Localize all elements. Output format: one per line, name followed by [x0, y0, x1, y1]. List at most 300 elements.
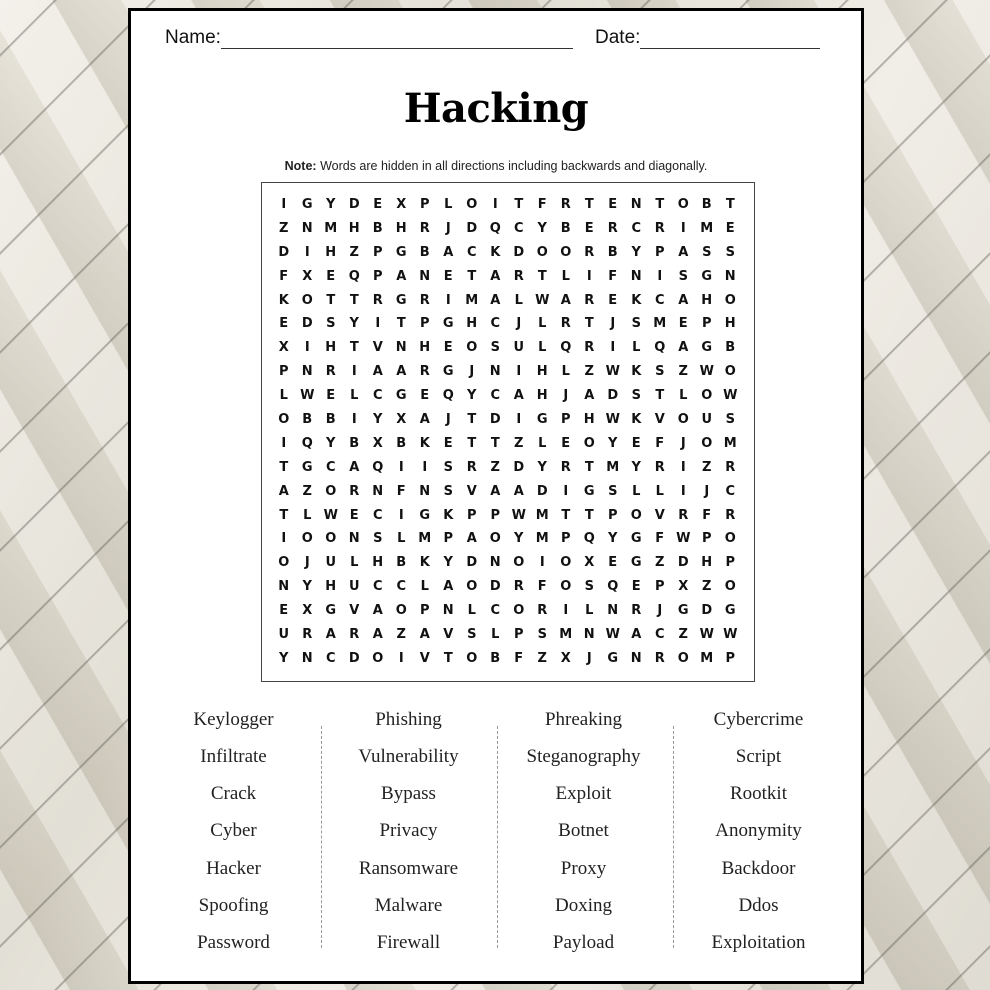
- grid-cell[interactable]: X: [278, 340, 289, 356]
- grid-cell[interactable]: P: [443, 531, 454, 547]
- grid-cell[interactable]: R: [725, 507, 736, 523]
- grid-cell[interactable]: O: [724, 579, 736, 595]
- grid-cell[interactable]: T: [584, 507, 594, 523]
- grid-cell[interactable]: L: [420, 579, 429, 595]
- grid-cell[interactable]: A: [372, 603, 383, 619]
- grid-cell[interactable]: X: [372, 435, 383, 451]
- grid-cell[interactable]: D: [348, 650, 360, 666]
- grid-cell[interactable]: I: [281, 435, 287, 451]
- grid-cell[interactable]: Y: [443, 555, 453, 571]
- grid-cell[interactable]: R: [607, 220, 618, 236]
- grid-cell[interactable]: E: [584, 220, 594, 236]
- grid-cell[interactable]: K: [631, 412, 642, 428]
- grid-cell[interactable]: M: [535, 531, 549, 547]
- grid-cell[interactable]: Y: [631, 459, 641, 475]
- grid-cell[interactable]: V: [654, 412, 665, 428]
- grid-cell[interactable]: I: [351, 364, 357, 380]
- grid-cell[interactable]: X: [302, 603, 313, 619]
- grid-cell[interactable]: Y: [326, 435, 336, 451]
- grid-cell[interactable]: W: [723, 627, 738, 643]
- grid-cell[interactable]: T: [326, 292, 336, 308]
- grid-cell[interactable]: F: [537, 579, 547, 595]
- grid-cell[interactable]: S: [678, 268, 688, 284]
- grid-cell[interactable]: B: [490, 650, 501, 666]
- grid-cell[interactable]: Z: [702, 459, 712, 475]
- grid-cell[interactable]: Y: [514, 531, 524, 547]
- grid-cell[interactable]: C: [725, 483, 736, 499]
- grid-cell[interactable]: P: [725, 650, 736, 666]
- grid-cell[interactable]: Y: [302, 579, 312, 595]
- grid-cell[interactable]: I: [610, 340, 616, 356]
- grid-cell[interactable]: Y: [608, 435, 618, 451]
- grid-cell[interactable]: W: [323, 507, 338, 523]
- grid-cell[interactable]: O: [701, 388, 713, 404]
- grid-cell[interactable]: A: [443, 579, 454, 595]
- grid-cell[interactable]: T: [467, 412, 477, 428]
- grid-cell[interactable]: G: [701, 340, 713, 356]
- grid-cell[interactable]: L: [514, 292, 523, 308]
- grid-cell[interactable]: R: [584, 340, 595, 356]
- grid-cell[interactable]: Z: [349, 244, 359, 260]
- grid-cell[interactable]: E: [349, 507, 359, 523]
- grid-cell[interactable]: K: [631, 292, 642, 308]
- grid-cell[interactable]: A: [396, 364, 407, 380]
- grid-cell[interactable]: L: [561, 364, 570, 380]
- grid-cell[interactable]: Z: [279, 220, 289, 236]
- grid-cell[interactable]: S: [373, 531, 383, 547]
- grid-cell[interactable]: T: [561, 507, 571, 523]
- grid-cell[interactable]: O: [560, 244, 572, 260]
- grid-cell[interactable]: I: [398, 459, 404, 475]
- grid-cell[interactable]: W: [605, 412, 620, 428]
- grid-cell[interactable]: R: [584, 292, 595, 308]
- grid-cell[interactable]: Q: [489, 220, 501, 236]
- grid-cell[interactable]: Z: [490, 459, 500, 475]
- grid-cell[interactable]: A: [513, 483, 524, 499]
- grid-cell[interactable]: L: [350, 388, 359, 404]
- grid-cell[interactable]: D: [466, 220, 478, 236]
- grid-cell[interactable]: C: [513, 220, 524, 236]
- grid-cell[interactable]: W: [511, 507, 526, 523]
- grid-cell[interactable]: A: [396, 268, 407, 284]
- grid-cell[interactable]: A: [678, 292, 689, 308]
- grid-cell[interactable]: J: [469, 364, 475, 380]
- grid-cell[interactable]: O: [677, 650, 689, 666]
- grid-cell[interactable]: L: [350, 555, 359, 571]
- grid-cell[interactable]: Z: [584, 364, 594, 380]
- grid-cell[interactable]: A: [584, 388, 595, 404]
- grid-cell[interactable]: A: [631, 627, 642, 643]
- grid-cell[interactable]: A: [325, 627, 336, 643]
- grid-cell[interactable]: P: [560, 412, 571, 428]
- grid-cell[interactable]: S: [608, 483, 618, 499]
- grid-cell[interactable]: O: [536, 244, 548, 260]
- grid-cell[interactable]: H: [536, 364, 548, 380]
- grid-cell[interactable]: H: [701, 292, 713, 308]
- grid-cell[interactable]: R: [537, 603, 548, 619]
- grid-cell[interactable]: E: [631, 579, 641, 595]
- grid-cell[interactable]: G: [301, 459, 313, 475]
- grid-cell[interactable]: H: [348, 220, 360, 236]
- name-field[interactable]: [165, 27, 573, 49]
- grid-cell[interactable]: R: [302, 627, 313, 643]
- grid-cell[interactable]: B: [302, 412, 313, 428]
- grid-cell[interactable]: J: [586, 650, 592, 666]
- grid-cell[interactable]: C: [631, 220, 642, 236]
- grid-cell[interactable]: M: [700, 650, 714, 666]
- grid-cell[interactable]: L: [279, 388, 288, 404]
- grid-cell[interactable]: G: [395, 388, 407, 404]
- grid-cell[interactable]: L: [303, 507, 312, 523]
- grid-cell[interactable]: I: [516, 364, 522, 380]
- grid-cell[interactable]: E: [561, 435, 571, 451]
- grid-cell[interactable]: Y: [631, 244, 641, 260]
- grid-cell[interactable]: U: [278, 627, 290, 643]
- grid-cell[interactable]: A: [513, 388, 524, 404]
- grid-cell[interactable]: D: [489, 412, 501, 428]
- grid-cell[interactable]: J: [680, 435, 686, 451]
- grid-cell[interactable]: R: [419, 364, 430, 380]
- grid-cell[interactable]: S: [537, 627, 547, 643]
- grid-cell[interactable]: D: [348, 197, 360, 212]
- grid-cell[interactable]: E: [631, 435, 641, 451]
- grid-cell[interactable]: C: [396, 579, 407, 595]
- grid-cell[interactable]: O: [325, 531, 337, 547]
- grid-cell[interactable]: S: [631, 388, 641, 404]
- grid-cell[interactable]: V: [419, 650, 430, 666]
- grid-cell[interactable]: S: [443, 459, 453, 475]
- grid-cell[interactable]: R: [560, 197, 571, 212]
- grid-cell[interactable]: H: [724, 316, 736, 332]
- grid-cell[interactable]: L: [491, 627, 500, 643]
- grid-cell[interactable]: S: [702, 244, 712, 260]
- grid-cell[interactable]: U: [325, 555, 337, 571]
- grid-cell[interactable]: E: [608, 292, 618, 308]
- grid-cell[interactable]: G: [607, 650, 619, 666]
- grid-cell[interactable]: O: [395, 603, 407, 619]
- grid-cell[interactable]: T: [349, 292, 359, 308]
- grid-cell[interactable]: E: [326, 388, 336, 404]
- grid-cell[interactable]: W: [676, 531, 691, 547]
- grid-cell[interactable]: R: [560, 316, 571, 332]
- grid-cell[interactable]: O: [560, 579, 572, 595]
- grid-cell[interactable]: R: [513, 268, 524, 284]
- grid-cell[interactable]: O: [724, 531, 736, 547]
- grid-cell[interactable]: R: [584, 244, 595, 260]
- grid-cell[interactable]: M: [653, 316, 667, 332]
- grid-cell[interactable]: H: [372, 555, 384, 571]
- grid-cell[interactable]: P: [654, 244, 665, 260]
- grid-cell[interactable]: H: [583, 412, 595, 428]
- grid-cell[interactable]: N: [442, 603, 454, 619]
- grid-cell[interactable]: D: [607, 388, 619, 404]
- grid-cell[interactable]: R: [372, 292, 383, 308]
- grid-cell[interactable]: I: [492, 197, 498, 212]
- grid-cell[interactable]: M: [418, 531, 432, 547]
- grid-cell[interactable]: E: [279, 316, 289, 332]
- grid-cell[interactable]: O: [466, 197, 478, 212]
- grid-cell[interactable]: P: [607, 507, 618, 523]
- grid-cell[interactable]: C: [654, 292, 665, 308]
- grid-cell[interactable]: M: [606, 459, 620, 475]
- grid-cell[interactable]: B: [725, 340, 736, 356]
- grid-cell[interactable]: O: [724, 292, 736, 308]
- grid-cell[interactable]: X: [396, 197, 407, 212]
- grid-cell[interactable]: O: [724, 364, 736, 380]
- grid-cell[interactable]: F: [655, 531, 665, 547]
- grid-cell[interactable]: I: [351, 412, 357, 428]
- grid-cell[interactable]: X: [302, 268, 313, 284]
- grid-cell[interactable]: R: [349, 627, 360, 643]
- grid-cell[interactable]: G: [395, 292, 407, 308]
- grid-cell[interactable]: N: [630, 268, 642, 284]
- grid-cell[interactable]: V: [372, 340, 383, 356]
- grid-cell[interactable]: I: [539, 555, 545, 571]
- grid-cell[interactable]: O: [466, 340, 478, 356]
- grid-cell[interactable]: G: [630, 555, 642, 571]
- grid-cell[interactable]: L: [632, 483, 641, 499]
- grid-cell[interactable]: P: [701, 531, 712, 547]
- grid-cell[interactable]: U: [348, 579, 360, 595]
- grid-cell[interactable]: I: [563, 603, 569, 619]
- grid-cell[interactable]: I: [445, 292, 451, 308]
- grid-cell[interactable]: L: [538, 316, 547, 332]
- grid-cell[interactable]: R: [325, 364, 336, 380]
- grid-cell[interactable]: H: [325, 579, 337, 595]
- grid-cell[interactable]: T: [443, 650, 453, 666]
- grid-cell[interactable]: A: [443, 244, 454, 260]
- grid-cell[interactable]: X: [678, 579, 689, 595]
- grid-cell[interactable]: P: [725, 555, 736, 571]
- grid-cell[interactable]: T: [655, 388, 665, 404]
- grid-cell[interactable]: N: [607, 603, 619, 619]
- grid-cell[interactable]: U: [701, 412, 713, 428]
- grid-cell[interactable]: A: [419, 627, 430, 643]
- grid-cell[interactable]: N: [419, 268, 431, 284]
- grid-cell[interactable]: D: [513, 244, 525, 260]
- grid-cell[interactable]: E: [608, 197, 618, 212]
- grid-cell[interactable]: H: [536, 388, 548, 404]
- grid-cell[interactable]: G: [630, 531, 642, 547]
- grid-cell[interactable]: Z: [302, 483, 312, 499]
- grid-cell[interactable]: O: [630, 507, 642, 523]
- grid-cell[interactable]: K: [631, 364, 642, 380]
- grid-cell[interactable]: O: [489, 531, 501, 547]
- grid-cell[interactable]: M: [723, 435, 737, 451]
- grid-cell[interactable]: N: [724, 268, 736, 284]
- grid-cell[interactable]: I: [516, 412, 522, 428]
- grid-cell[interactable]: H: [325, 340, 337, 356]
- grid-cell[interactable]: W: [723, 388, 738, 404]
- grid-cell[interactable]: D: [701, 603, 713, 619]
- grid-cell[interactable]: I: [304, 244, 310, 260]
- grid-cell[interactable]: P: [419, 603, 430, 619]
- grid-cell[interactable]: B: [396, 555, 407, 571]
- grid-cell[interactable]: D: [278, 244, 290, 260]
- grid-cell[interactable]: Z: [678, 627, 688, 643]
- grid-cell[interactable]: E: [443, 435, 453, 451]
- grid-cell[interactable]: B: [701, 197, 712, 212]
- grid-cell[interactable]: O: [513, 603, 525, 619]
- grid-cell[interactable]: I: [398, 507, 404, 523]
- grid-cell[interactable]: I: [563, 483, 569, 499]
- grid-cell[interactable]: E: [279, 603, 289, 619]
- grid-cell[interactable]: R: [631, 603, 642, 619]
- grid-cell[interactable]: C: [490, 603, 501, 619]
- grid-cell[interactable]: O: [301, 292, 313, 308]
- grid-cell[interactable]: L: [679, 388, 688, 404]
- grid-cell[interactable]: O: [278, 412, 290, 428]
- grid-cell[interactable]: I: [304, 340, 310, 356]
- grid-cell[interactable]: R: [419, 292, 430, 308]
- grid-cell[interactable]: Y: [537, 459, 547, 475]
- grid-cell[interactable]: E: [420, 388, 430, 404]
- grid-cell[interactable]: C: [466, 244, 477, 260]
- grid-cell[interactable]: O: [677, 412, 689, 428]
- grid-cell[interactable]: B: [349, 435, 360, 451]
- grid-cell[interactable]: N: [348, 531, 360, 547]
- grid-cell[interactable]: X: [584, 555, 595, 571]
- grid-cell[interactable]: G: [442, 364, 454, 380]
- grid-cell[interactable]: N: [630, 650, 642, 666]
- grid-cell[interactable]: V: [466, 483, 477, 499]
- grid-cell[interactable]: Z: [396, 627, 406, 643]
- grid-cell[interactable]: J: [516, 316, 522, 332]
- grid-cell[interactable]: W: [699, 364, 714, 380]
- grid-cell[interactable]: F: [514, 650, 524, 666]
- grid-cell[interactable]: H: [466, 316, 478, 332]
- grid-cell[interactable]: O: [278, 555, 290, 571]
- grid-cell[interactable]: R: [466, 459, 477, 475]
- grid-cell[interactable]: A: [490, 292, 501, 308]
- grid-cell[interactable]: I: [680, 459, 686, 475]
- grid-cell[interactable]: J: [304, 555, 310, 571]
- grid-cell[interactable]: S: [725, 244, 735, 260]
- grid-cell[interactable]: T: [279, 507, 289, 523]
- grid-cell[interactable]: S: [443, 483, 453, 499]
- grid-cell[interactable]: Y: [467, 388, 477, 404]
- grid-cell[interactable]: O: [513, 555, 525, 571]
- grid-cell[interactable]: P: [513, 627, 524, 643]
- grid-cell[interactable]: V: [443, 627, 454, 643]
- date-blank-line[interactable]: [640, 30, 820, 49]
- grid-cell[interactable]: S: [725, 412, 735, 428]
- grid-cell[interactable]: K: [419, 555, 430, 571]
- grid-cell[interactable]: N: [301, 220, 313, 236]
- grid-cell[interactable]: A: [678, 340, 689, 356]
- grid-cell[interactable]: H: [419, 340, 431, 356]
- grid-cell[interactable]: O: [372, 650, 384, 666]
- grid-cell[interactable]: R: [419, 220, 430, 236]
- grid-cell[interactable]: A: [466, 531, 477, 547]
- grid-cell[interactable]: M: [535, 507, 549, 523]
- grid-cell[interactable]: N: [301, 364, 313, 380]
- grid-cell[interactable]: N: [372, 483, 384, 499]
- grid-cell[interactable]: A: [560, 292, 571, 308]
- grid-cell[interactable]: Y: [608, 531, 618, 547]
- grid-cell[interactable]: R: [654, 220, 665, 236]
- grid-cell[interactable]: Z: [702, 579, 712, 595]
- grid-cell[interactable]: O: [301, 531, 313, 547]
- grid-cell[interactable]: W: [300, 388, 315, 404]
- grid-cell[interactable]: J: [704, 483, 710, 499]
- grid-cell[interactable]: D: [301, 316, 313, 332]
- grid-cell[interactable]: A: [278, 483, 289, 499]
- grid-cell[interactable]: F: [537, 197, 547, 212]
- grid-cell[interactable]: E: [443, 268, 453, 284]
- grid-cell[interactable]: G: [536, 412, 548, 428]
- grid-cell[interactable]: Q: [442, 388, 454, 404]
- grid-cell[interactable]: I: [422, 459, 428, 475]
- grid-cell[interactable]: T: [279, 459, 289, 475]
- grid-cell[interactable]: L: [538, 435, 547, 451]
- grid-cell[interactable]: E: [725, 220, 735, 236]
- grid-cell[interactable]: I: [398, 650, 404, 666]
- grid-cell[interactable]: R: [654, 650, 665, 666]
- grid-cell[interactable]: A: [372, 627, 383, 643]
- grid-cell[interactable]: S: [655, 364, 665, 380]
- grid-cell[interactable]: G: [677, 603, 689, 619]
- grid-cell[interactable]: S: [490, 340, 500, 356]
- grid-cell[interactable]: L: [561, 268, 570, 284]
- grid-cell[interactable]: K: [419, 435, 430, 451]
- grid-cell[interactable]: V: [349, 603, 360, 619]
- grid-cell[interactable]: W: [605, 627, 620, 643]
- grid-cell[interactable]: F: [396, 483, 406, 499]
- grid-cell[interactable]: P: [654, 579, 665, 595]
- grid-cell[interactable]: T: [655, 197, 665, 212]
- grid-cell[interactable]: Z: [655, 555, 665, 571]
- grid-cell[interactable]: T: [725, 197, 735, 212]
- grid-cell[interactable]: S: [326, 316, 336, 332]
- grid-cell[interactable]: O: [325, 483, 337, 499]
- grid-cell[interactable]: C: [490, 388, 501, 404]
- grid-cell[interactable]: N: [630, 197, 642, 212]
- grid-cell[interactable]: B: [607, 244, 618, 260]
- grid-cell[interactable]: N: [301, 650, 313, 666]
- grid-cell[interactable]: P: [278, 364, 289, 380]
- grid-cell[interactable]: A: [372, 364, 383, 380]
- grid-cell[interactable]: T: [514, 197, 524, 212]
- grid-cell[interactable]: B: [419, 244, 430, 260]
- grid-cell[interactable]: R: [560, 459, 571, 475]
- grid-cell[interactable]: R: [678, 507, 689, 523]
- grid-cell[interactable]: R: [349, 483, 360, 499]
- grid-cell[interactable]: N: [489, 364, 501, 380]
- grid-cell[interactable]: V: [654, 507, 665, 523]
- grid-cell[interactable]: G: [301, 197, 313, 212]
- grid-cell[interactable]: N: [583, 627, 595, 643]
- grid-cell[interactable]: H: [325, 244, 337, 260]
- grid-cell[interactable]: O: [677, 197, 689, 212]
- grid-cell[interactable]: O: [583, 435, 595, 451]
- grid-cell[interactable]: I: [375, 316, 381, 332]
- grid-cell[interactable]: F: [655, 435, 665, 451]
- grid-cell[interactable]: A: [490, 483, 501, 499]
- grid-cell[interactable]: W: [535, 292, 550, 308]
- grid-cell[interactable]: S: [631, 316, 641, 332]
- grid-cell[interactable]: T: [396, 316, 406, 332]
- grid-cell[interactable]: B: [325, 412, 336, 428]
- name-blank-line[interactable]: [221, 30, 573, 49]
- grid-cell[interactable]: T: [584, 316, 594, 332]
- grid-cell[interactable]: G: [442, 316, 454, 332]
- grid-cell[interactable]: A: [419, 412, 430, 428]
- grid-cell[interactable]: B: [372, 220, 383, 236]
- grid-cell[interactable]: Y: [373, 412, 383, 428]
- grid-cell[interactable]: J: [657, 603, 663, 619]
- grid-cell[interactable]: T: [349, 340, 359, 356]
